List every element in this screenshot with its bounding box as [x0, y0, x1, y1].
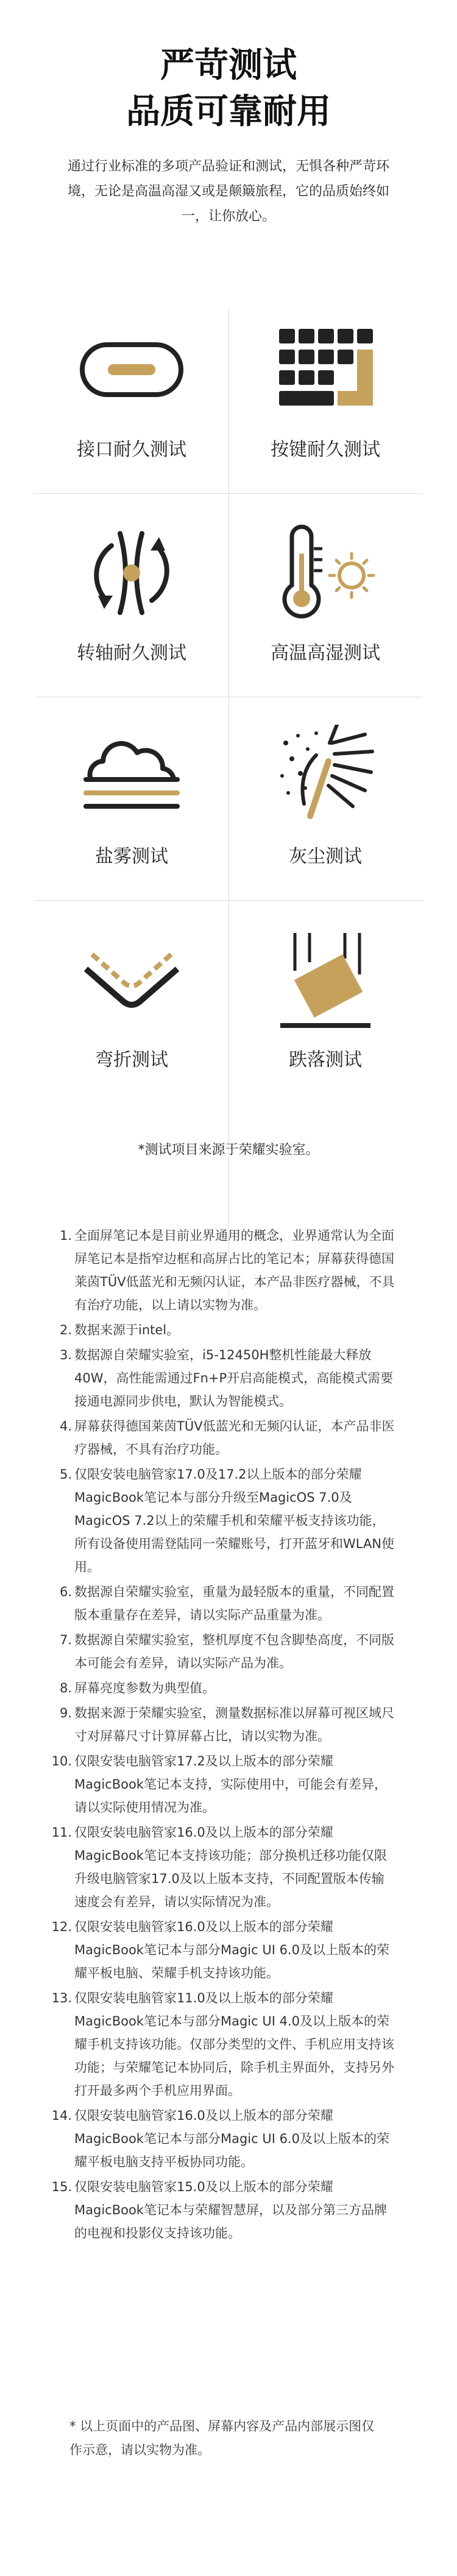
footnote-item: 8. 屏幕亮度参数为典型值。 — [59, 1681, 215, 1695]
footnote-item: 11. 仅限安装电脑管家16.0及以上版本的部分荣耀MagicBook笔记本支持该功能；部分换机迁移功能仅限升级电脑管家17.0及以上版本支持，不同配置版本传输速度会有差异，请以实际情况为准。 — [51, 1825, 387, 1909]
usb-c-port-icon — [80, 342, 183, 397]
image-disclaimer: * 以上页面中的产品图、屏幕内容及产品内部展示图仅作示意，请以实物为准。 — [69, 2419, 375, 2457]
footnotes-list — [51, 1224, 397, 2247]
test-cell-drop — [228, 900, 422, 1103]
test-label: 跌落测试 — [289, 1049, 362, 1071]
test-cell-salt — [35, 697, 228, 900]
bend-icon — [80, 943, 183, 1016]
test-cell-dust — [228, 697, 422, 900]
test-source-note: *测试项目来源于荣耀实验室。 — [138, 1142, 319, 1158]
footnote-item: 1. 全面屏笔记本是目前业界通用的概念，业界通常认为全面屏笔记本是指窄边框和高屏占比的笔记本；屏幕获得德国莱茵TÜV低蓝光和无频闪认证，本产品非医疗器械，不具有治疗功能，以上请以实物为准。 — [59, 1228, 395, 1312]
page-title — [0, 43, 457, 135]
footnote-item: 5. 仅限安装电脑管家17.0及17.2以上版本的部分荣耀MagicBook笔记本与部分升级至MagicOS 7.0及MagicOS 7.2以上的荣耀手机和荣耀平板支持该功能，所有设备使用需登陆同一荣耀账号，打开蓝牙和WLAN使用。 — [59, 1467, 395, 1574]
test-label: 按键耐久测试 — [271, 439, 380, 460]
footnote-item: 10. 仅限安装电脑管家17.2及以上版本的部分荣耀MagicBook笔记本支持，实际使用中，可能会有差异，请以实际使用情况为准。 — [51, 1754, 387, 1815]
test-label: 接口耐久测试 — [77, 439, 186, 460]
footnote-item: 6. 数据源自荣耀实验室，重量为最轻版本的重量，不同配置版本重量存在差异，请以实际产品重量为准。 — [59, 1585, 394, 1622]
intro-description: 通过行业标准的多项产品验证和测试，无惧各种严苛环境，无论是高温高湿又或是颠簸旅程，它的品质始终如一，让你放心。 — [67, 159, 389, 224]
footnote-item: 13. 仅限安装电脑管家11.0及以上版本的部分荣耀MagicBook笔记本与部分Magic UI 4.0及以上版本的荣耀手机支持该功能。仅部分类型的文件、手机应用支持该功能；与荣耀笔记本协同后，除手机主界面外，支持另外打开最多两个手机应用界面。 — [51, 1991, 394, 2098]
dust-brush-icon — [274, 725, 377, 828]
test-label: 弯折测试 — [95, 1049, 168, 1071]
footnote-item: 12. 仅限安装电脑管家16.0及以上版本的部分荣耀MagicBook笔记本与部分Magic UI 6.0及以上版本的荣耀平板电脑、荣耀手机支持该功能。 — [51, 1920, 389, 1980]
footnote-item: 7. 数据源自荣耀实验室，整机厚度不包含脚垫高度，不同版本可能会有差异，请以实际产品为准。 — [59, 1633, 394, 1670]
title-line-1: 严苛测试 — [160, 46, 297, 85]
footnote-item: 15. 仅限安装电脑管家15.0及以上版本的部分荣耀MagicBook笔记本与荣耀智慧屏，以及部分第三方品牌的电视和投影仪支持该功能。 — [51, 2180, 387, 2240]
hinge-rotation-icon — [86, 527, 177, 619]
keyboard-keys-icon — [277, 324, 374, 415]
footnote-item: 3. 数据源自荣耀实验室，i5-12450H整机性能最大释放40W，高性能需通过Fn+P开启高能模式，高能模式需要接通电源同步供电，默认为智能模式。 — [59, 1348, 394, 1409]
salt-fog-cloud-icon — [80, 737, 183, 816]
footnote-item: 2. 数据来源于intel。 — [59, 1323, 180, 1337]
test-label: 盐雾测试 — [95, 846, 168, 867]
test-label: 转轴耐久测试 — [77, 642, 186, 664]
footnote-item: 4. 屏幕获得德国莱茵TÜV低蓝光和无频闪认证，本产品非医疗器械，不具有治疗功能。 — [59, 1419, 395, 1457]
drop-box-icon — [277, 928, 374, 1032]
footnote-item: 14. 仅限安装电脑管家16.0及以上版本的部分荣耀MagicBook笔记本与部分Magic UI 6.0及以上版本的荣耀平板电脑支持平板协同功能。 — [51, 2108, 389, 2169]
test-cell-hinge — [35, 493, 228, 697]
thermometer-sun-icon — [274, 524, 377, 622]
test-cell-port — [35, 290, 228, 493]
test-cell-heat — [228, 493, 422, 697]
title-line-2: 品质可靠耐用 — [126, 92, 331, 132]
test-label: 高温高湿测试 — [271, 642, 380, 664]
test-label: 灰尘测试 — [289, 846, 362, 867]
test-cell-keys — [228, 290, 422, 493]
test-cell-bend — [35, 900, 228, 1103]
footnote-item: 9. 数据来源于荣耀实验室，测量数据标准以屏幕可视区域尺寸对屏幕尺寸计算屏幕占比，请以实物为准。 — [59, 1706, 394, 1744]
